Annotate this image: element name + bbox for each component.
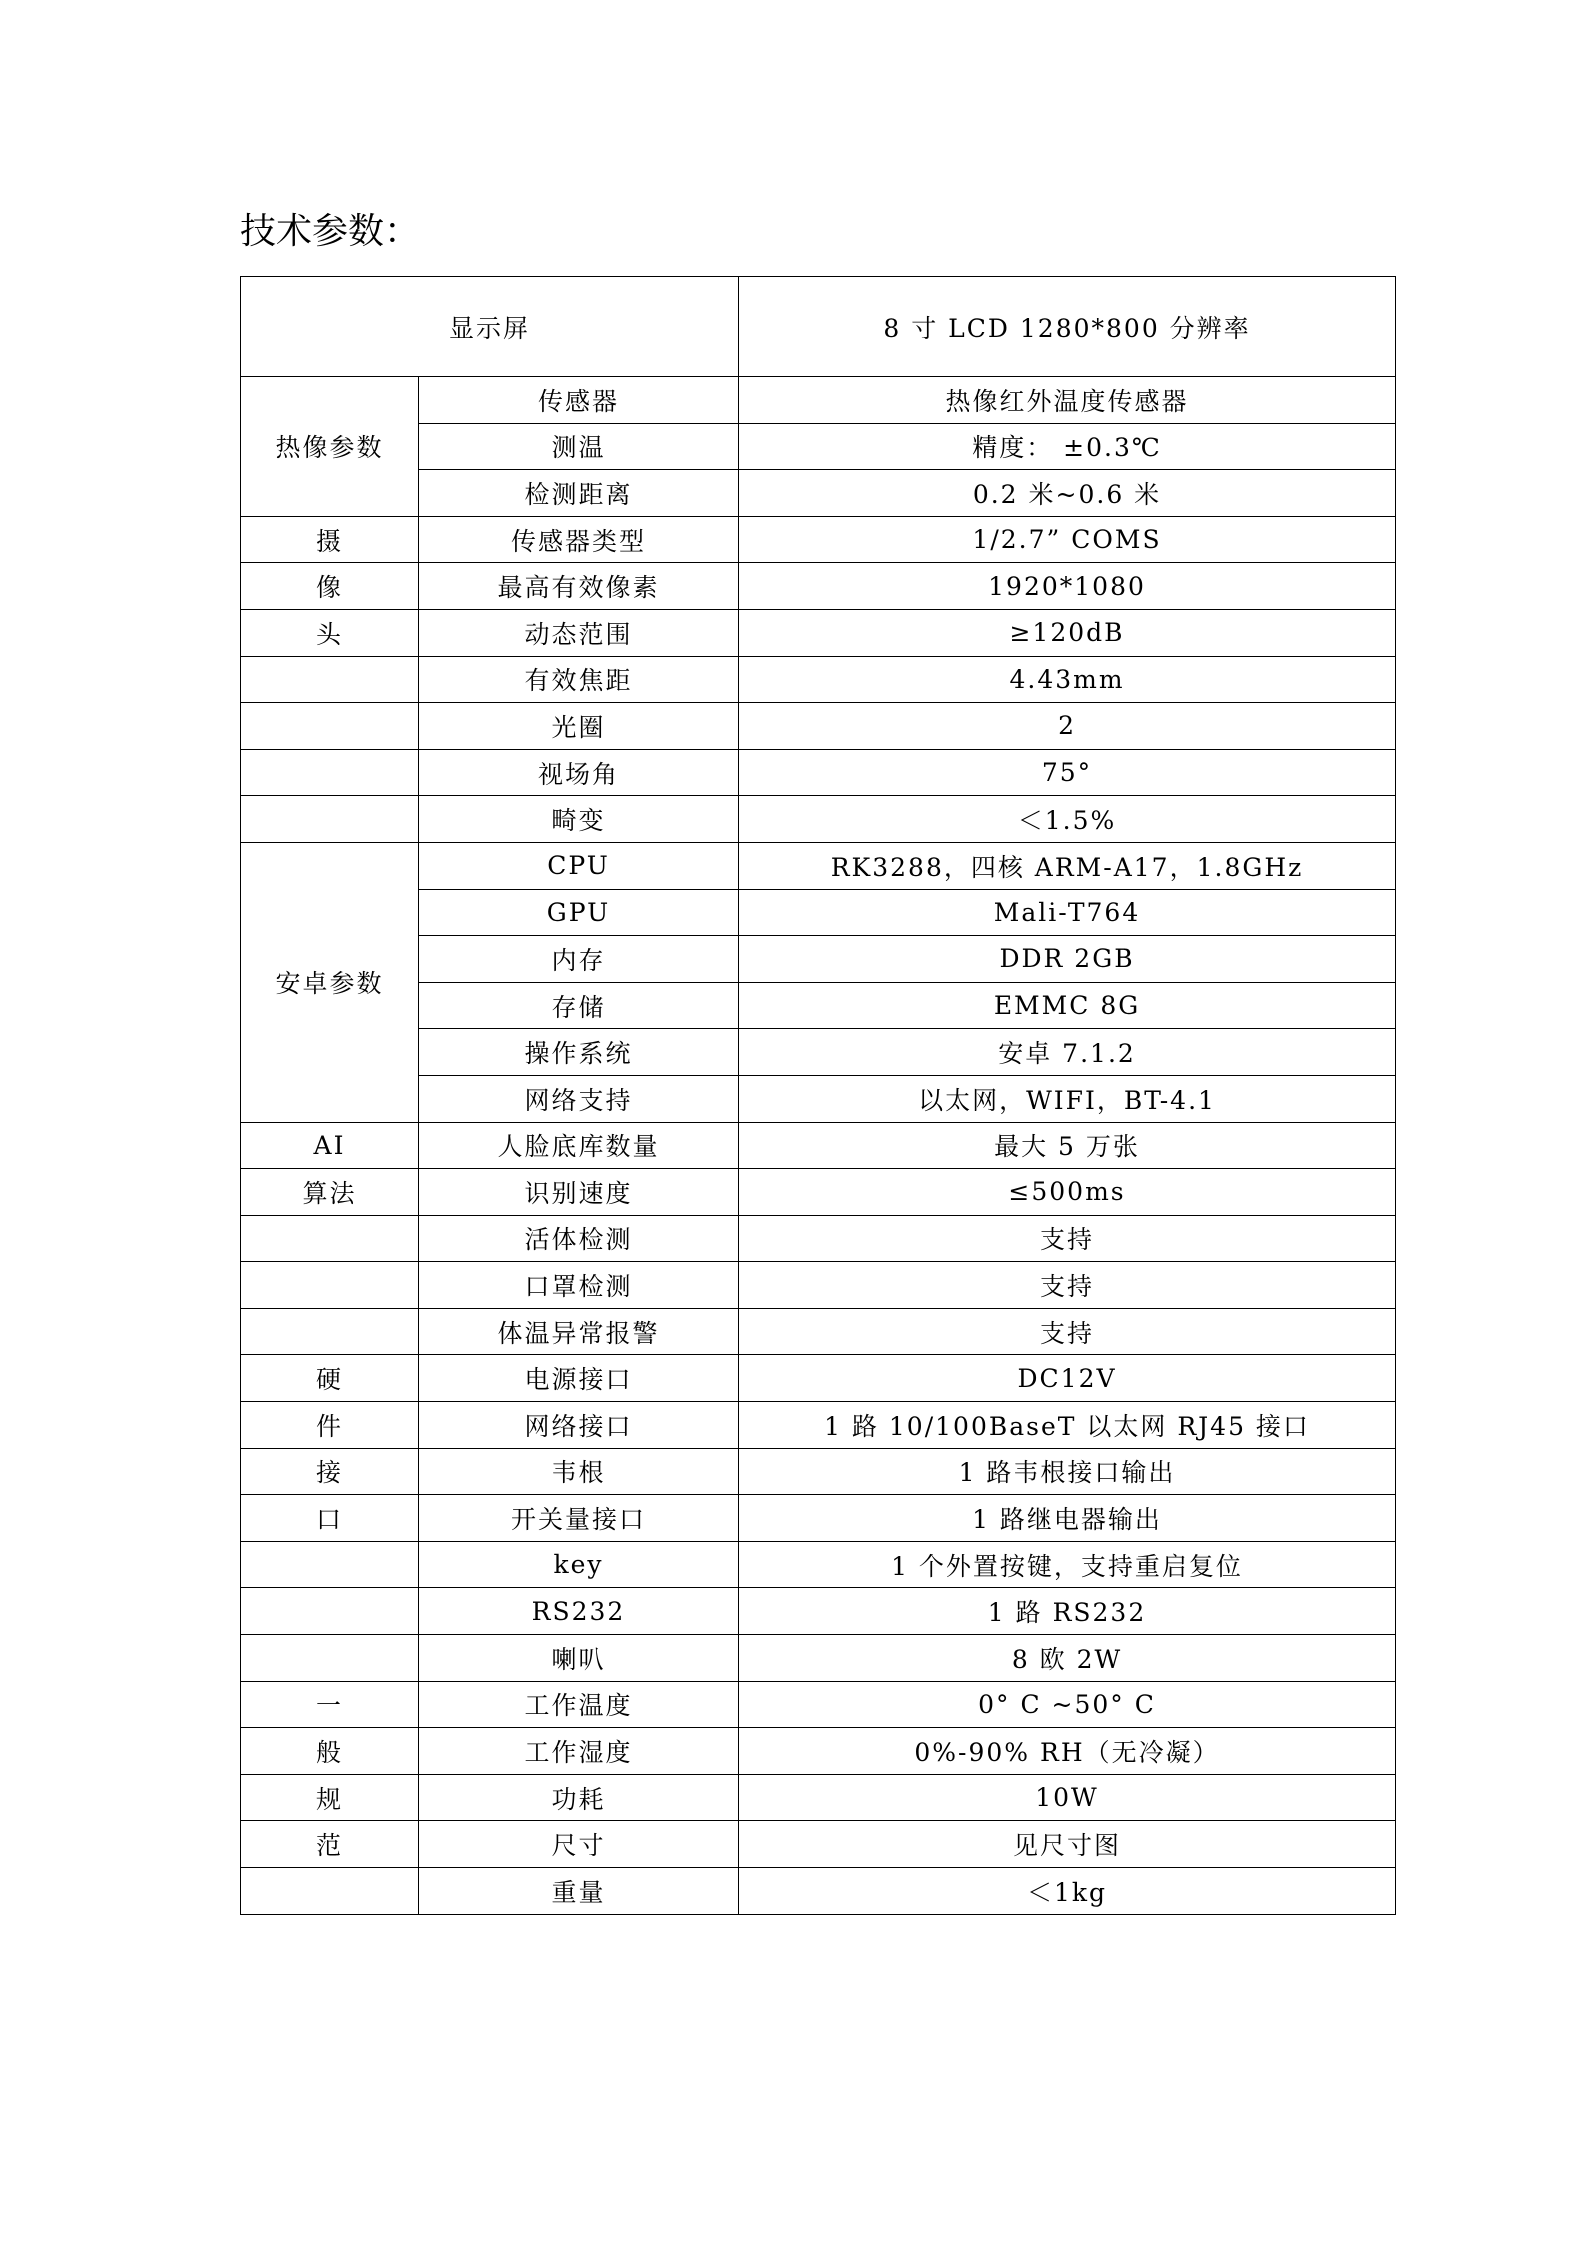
- param-name-cell: GPU: [419, 889, 739, 936]
- param-value-cell: 热像红外温度传感器: [739, 377, 1396, 424]
- param-value-cell: DDR 2GB: [739, 936, 1396, 983]
- param-name-cell: 识别速度: [419, 1169, 739, 1216]
- group-cell: 规: [241, 1774, 419, 1821]
- param-value-cell: DC12V: [739, 1355, 1396, 1402]
- table-row: [241, 1868, 1396, 1915]
- table-row: [241, 1588, 1396, 1635]
- param-value-cell: 1 路 RS232: [739, 1588, 1396, 1635]
- group-cell: [241, 796, 419, 843]
- param-value-cell: 1920*1080: [739, 563, 1396, 610]
- group-cell: 摄: [241, 516, 419, 563]
- param-name-cell: 开关量接口: [419, 1495, 739, 1542]
- spec-table: [240, 276, 1396, 1915]
- param-name-cell: key: [419, 1541, 739, 1588]
- param-name-cell: 内存: [419, 936, 739, 983]
- group-cell: [241, 1541, 419, 1588]
- table-row: [241, 1122, 1396, 1169]
- param-name-cell: 喇叭: [419, 1635, 739, 1682]
- param-name-cell: 体温异常报警: [419, 1308, 739, 1355]
- param-value-cell: 4.43mm: [739, 656, 1396, 703]
- table-row: [241, 1774, 1396, 1821]
- param-name-cell: 视场角: [419, 749, 739, 796]
- group-cell: [241, 1215, 419, 1262]
- table-row: [241, 1541, 1396, 1588]
- group-cell: 算法: [241, 1169, 419, 1216]
- group-cell: 范: [241, 1821, 419, 1868]
- param-value-cell: 2: [739, 703, 1396, 750]
- table-row: [241, 1169, 1396, 1216]
- param-value-cell: ＜1kg: [739, 1868, 1396, 1915]
- table-row: [241, 1728, 1396, 1775]
- param-value-cell: 支持: [739, 1215, 1396, 1262]
- group-cell: 热像参数: [241, 377, 419, 517]
- param-name-cell: 有效焦距: [419, 656, 739, 703]
- table-row: [241, 703, 1396, 750]
- param-value-cell: 1 路 10/100BaseT 以太网 RJ45 接口: [739, 1402, 1396, 1449]
- group-cell: 像: [241, 563, 419, 610]
- param-name-cell: 网络支持: [419, 1075, 739, 1122]
- param-value-cell: 以太网，WIFI，BT-4.1: [739, 1075, 1396, 1122]
- param-name-cell: 工作湿度: [419, 1728, 739, 1775]
- param-value-cell: 0%-90% RH（无冷凝）: [739, 1728, 1396, 1775]
- param-name-cell: 传感器: [419, 377, 739, 424]
- param-name-cell: 光圈: [419, 703, 739, 750]
- table-row: [241, 1448, 1396, 1495]
- table-row: [241, 377, 1396, 424]
- group-cell: 接: [241, 1448, 419, 1495]
- param-name-cell: 传感器类型: [419, 516, 739, 563]
- spec-table-body: [241, 277, 1396, 1915]
- param-name-cell: 电源接口: [419, 1355, 739, 1402]
- param-name-cell: 工作温度: [419, 1681, 739, 1728]
- display-value: 8 寸 LCD 1280*800 分辨率: [739, 277, 1396, 377]
- param-value-cell: 1 路继电器输出: [739, 1495, 1396, 1542]
- param-value-cell: Mali-T764: [739, 889, 1396, 936]
- table-row: [241, 1215, 1396, 1262]
- group-cell: [241, 1588, 419, 1635]
- param-name-cell: 最高有效像素: [419, 563, 739, 610]
- param-name-cell: 测温: [419, 423, 739, 470]
- param-value-cell: 支持: [739, 1308, 1396, 1355]
- group-cell: [241, 1635, 419, 1682]
- param-value-cell: ≤500ms: [739, 1169, 1396, 1216]
- group-cell: 硬: [241, 1355, 419, 1402]
- table-row: [241, 609, 1396, 656]
- group-cell: [241, 1308, 419, 1355]
- param-value-cell: 1/2.7” COMS: [739, 516, 1396, 563]
- display-label: 显示屏: [241, 277, 739, 377]
- group-cell: AI: [241, 1122, 419, 1169]
- group-cell: 般: [241, 1728, 419, 1775]
- group-cell: [241, 703, 419, 750]
- param-name-cell: 韦根: [419, 1448, 739, 1495]
- table-row: [241, 563, 1396, 610]
- param-value-cell: 0° C ~50° C: [739, 1681, 1396, 1728]
- group-cell: 安卓参数: [241, 842, 419, 1122]
- param-name-cell: 畸变: [419, 796, 739, 843]
- param-value-cell: 安卓 7.1.2: [739, 1029, 1396, 1076]
- param-name-cell: 动态范围: [419, 609, 739, 656]
- param-name-cell: CPU: [419, 842, 739, 889]
- group-cell: [241, 749, 419, 796]
- param-value-cell: ≥120dB: [739, 609, 1396, 656]
- param-value-cell: 75°: [739, 749, 1396, 796]
- param-value-cell: ＜1.5%: [739, 796, 1396, 843]
- table-row: [241, 1821, 1396, 1868]
- param-name-cell: 网络接口: [419, 1402, 739, 1449]
- table-row: [241, 1355, 1396, 1402]
- param-name-cell: 活体检测: [419, 1215, 739, 1262]
- param-value-cell: 最大 5 万张: [739, 1122, 1396, 1169]
- group-cell: 一: [241, 1681, 419, 1728]
- param-name-cell: 检测距离: [419, 470, 739, 517]
- param-name-cell: 重量: [419, 1868, 739, 1915]
- param-value-cell: 10W: [739, 1774, 1396, 1821]
- group-cell: 件: [241, 1402, 419, 1449]
- table-row: [241, 1635, 1396, 1682]
- param-value-cell: RK3288，四核 ARM-A17，1.8GHz: [739, 842, 1396, 889]
- param-name-cell: 功耗: [419, 1774, 739, 1821]
- table-row: [241, 749, 1396, 796]
- param-name-cell: 操作系统: [419, 1029, 739, 1076]
- param-value-cell: 1 个外置按键，支持重启复位: [739, 1541, 1396, 1588]
- group-cell: 口: [241, 1495, 419, 1542]
- table-row: [241, 796, 1396, 843]
- table-row: [241, 516, 1396, 563]
- table-row: [241, 656, 1396, 703]
- table-row: [241, 1402, 1396, 1449]
- param-value-cell: 精度： ±0.3℃: [739, 423, 1396, 470]
- table-row: [241, 1262, 1396, 1309]
- param-value-cell: EMMC 8G: [739, 982, 1396, 1029]
- table-row: [241, 842, 1396, 889]
- display-row: [241, 277, 1396, 377]
- param-value-cell: 8 欧 2W: [739, 1635, 1396, 1682]
- group-cell: [241, 1868, 419, 1915]
- group-cell: [241, 656, 419, 703]
- param-name-cell: 尺寸: [419, 1821, 739, 1868]
- param-name-cell: 存储: [419, 982, 739, 1029]
- param-value-cell: 支持: [739, 1262, 1396, 1309]
- param-value-cell: 见尺寸图: [739, 1821, 1396, 1868]
- table-row: [241, 1495, 1396, 1542]
- param-name-cell: RS232: [419, 1588, 739, 1635]
- param-value-cell: 0.2 米~0.6 米: [739, 470, 1396, 517]
- param-value-cell: 1 路韦根接口输出: [739, 1448, 1396, 1495]
- table-row: [241, 1681, 1396, 1728]
- group-cell: 头: [241, 609, 419, 656]
- table-row: [241, 1308, 1396, 1355]
- param-name-cell: 口罩检测: [419, 1262, 739, 1309]
- group-cell: [241, 1262, 419, 1309]
- param-name-cell: 人脸底库数量: [419, 1122, 739, 1169]
- page-heading: 技术参数：: [240, 211, 421, 252]
